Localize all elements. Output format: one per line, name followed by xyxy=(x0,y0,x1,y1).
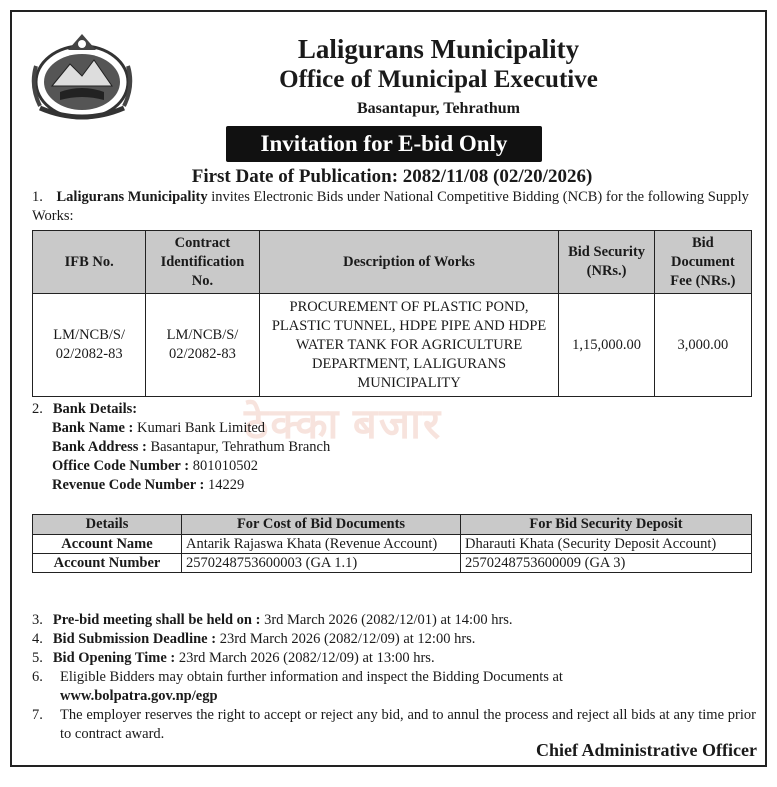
item-6-link[interactable]: www.bolpatra.gov.np/egp xyxy=(60,688,218,704)
item-7 xyxy=(32,706,756,744)
table-cell: PROCUREMENT OF PLASTIC POND, PLASTIC TUNNEL, HDPE PIPE AND HDPE WATER TANK FOR AGRICULTURE DEPARTMENT, LALIGURANS MUNICIPALITY xyxy=(259,294,559,397)
table-header: For Cost of Bid Documents xyxy=(182,515,461,535)
item-6 xyxy=(32,668,756,706)
municipality-title: Laligurans Municipality xyxy=(297,34,580,64)
revenue-code-line xyxy=(32,476,752,495)
watermark: ठेक्का बजार xyxy=(244,402,443,448)
office-code-label: Office Code Number : xyxy=(52,458,190,474)
table-cell: 2570248753600003 (GA 1.1) xyxy=(182,554,461,573)
office-code-line xyxy=(32,457,752,476)
item-4-bold: Bid Submission Deadline : xyxy=(52,631,217,647)
item-1-bold: Laligurans Municipality xyxy=(56,189,208,205)
bank-address: Basantapur, Tehrathum Branch xyxy=(146,439,331,455)
item-3-text: 3rd March 2026 (2082/12/01) at 14:00 hrs. xyxy=(260,612,513,628)
bank-name-line xyxy=(32,419,752,438)
table-header: For Bid Security Deposit xyxy=(461,515,752,535)
item-number: 1. xyxy=(32,189,43,205)
item-number: 5. xyxy=(32,650,43,666)
table-cell: Account Name xyxy=(33,535,182,554)
table-row xyxy=(33,554,752,573)
item-5 xyxy=(32,649,756,668)
item-4-text: 23rd March 2026 (2082/12/09) at 12:00 hrs. xyxy=(216,631,476,647)
table-cell: LM/NCB/S/ 02/2082-83 xyxy=(146,294,259,397)
bank-details xyxy=(32,400,752,495)
office-location: Basantapur, Tehrathum xyxy=(356,100,521,117)
item-5-bold: Bid Opening Time : xyxy=(52,650,176,666)
table-cell: Account Number xyxy=(33,554,182,573)
revenue-code: 14229 xyxy=(204,477,245,493)
notice-page xyxy=(10,10,767,767)
item-5-text: 23rd March 2026 (2082/12/09) at 13:00 hrs. xyxy=(175,650,435,666)
table-header: Bid Security (NRs.) xyxy=(559,231,654,294)
office-title: Office of Municipal Executive xyxy=(279,66,598,93)
item-3 xyxy=(32,611,756,630)
table-header: Contract Identification No. xyxy=(146,231,259,294)
bank-name-label: Bank Name : xyxy=(52,420,134,436)
bank-name: Kumari Bank Limited xyxy=(133,420,266,436)
item-4 xyxy=(32,630,756,649)
table-cell: 1,15,000.00 xyxy=(559,294,654,397)
table-header: Description of Works xyxy=(259,231,559,294)
bid-table-header-row xyxy=(33,231,752,294)
bid-table xyxy=(32,230,752,397)
bank-heading: Bank Details: xyxy=(52,401,138,417)
table-header: IFB No. xyxy=(33,231,146,294)
item-number: 6. xyxy=(32,669,43,685)
signoff: Chief Administrative Officer xyxy=(536,740,757,760)
item-1 xyxy=(32,188,754,226)
table-row xyxy=(33,294,752,397)
table-cell: 3,000.00 xyxy=(654,294,751,397)
items-list xyxy=(32,611,756,744)
bank-heading-line xyxy=(32,400,752,419)
item-6-body xyxy=(60,668,563,706)
bank-address-label: Bank Address : xyxy=(52,439,147,455)
table-header: Bid Document Fee (NRs.) xyxy=(654,231,751,294)
table-cell: 2570248753600009 (GA 3) xyxy=(461,554,752,573)
item-number: 4. xyxy=(32,631,43,647)
item-1-text: invites Electronic Bids under National Competitive Bidding (NCB) for the following Supply Works: xyxy=(32,189,749,224)
item-6-text: Eligible Bidders may obtain further information and inspect the Bidding Documents at xyxy=(60,669,563,685)
table-cell: Dharauti Khata (Security Deposit Account) xyxy=(461,535,752,554)
bank-address-line xyxy=(32,438,752,457)
item-number: 7. xyxy=(32,707,43,723)
account-table xyxy=(32,514,752,573)
publication-date: First Date of Publication: 2082/11/08 (02/20/2026) xyxy=(191,166,593,187)
table-cell: Antarik Rajaswa Khata (Revenue Account) xyxy=(182,535,461,554)
table-cell: LM/NCB/S/ 02/2082-83 xyxy=(33,294,146,397)
nepal-emblem-icon xyxy=(30,26,134,126)
notice-banner: Invitation for E-bid Only xyxy=(226,126,542,162)
item-7-text: The employer reserves the right to accept or reject any bid, and to annul the process and reject all bids at any time prior to contract award. xyxy=(60,707,756,742)
table-header: Details xyxy=(33,515,182,535)
office-code: 801010502 xyxy=(189,458,258,474)
account-table-header-row xyxy=(33,515,752,535)
revenue-code-label: Revenue Code Number : xyxy=(52,477,205,493)
table-row xyxy=(33,535,752,554)
item-3-bold: Pre-bid meeting shall be held on : xyxy=(52,612,261,628)
item-number: 2. xyxy=(32,401,43,417)
item-number: 3. xyxy=(32,612,43,628)
